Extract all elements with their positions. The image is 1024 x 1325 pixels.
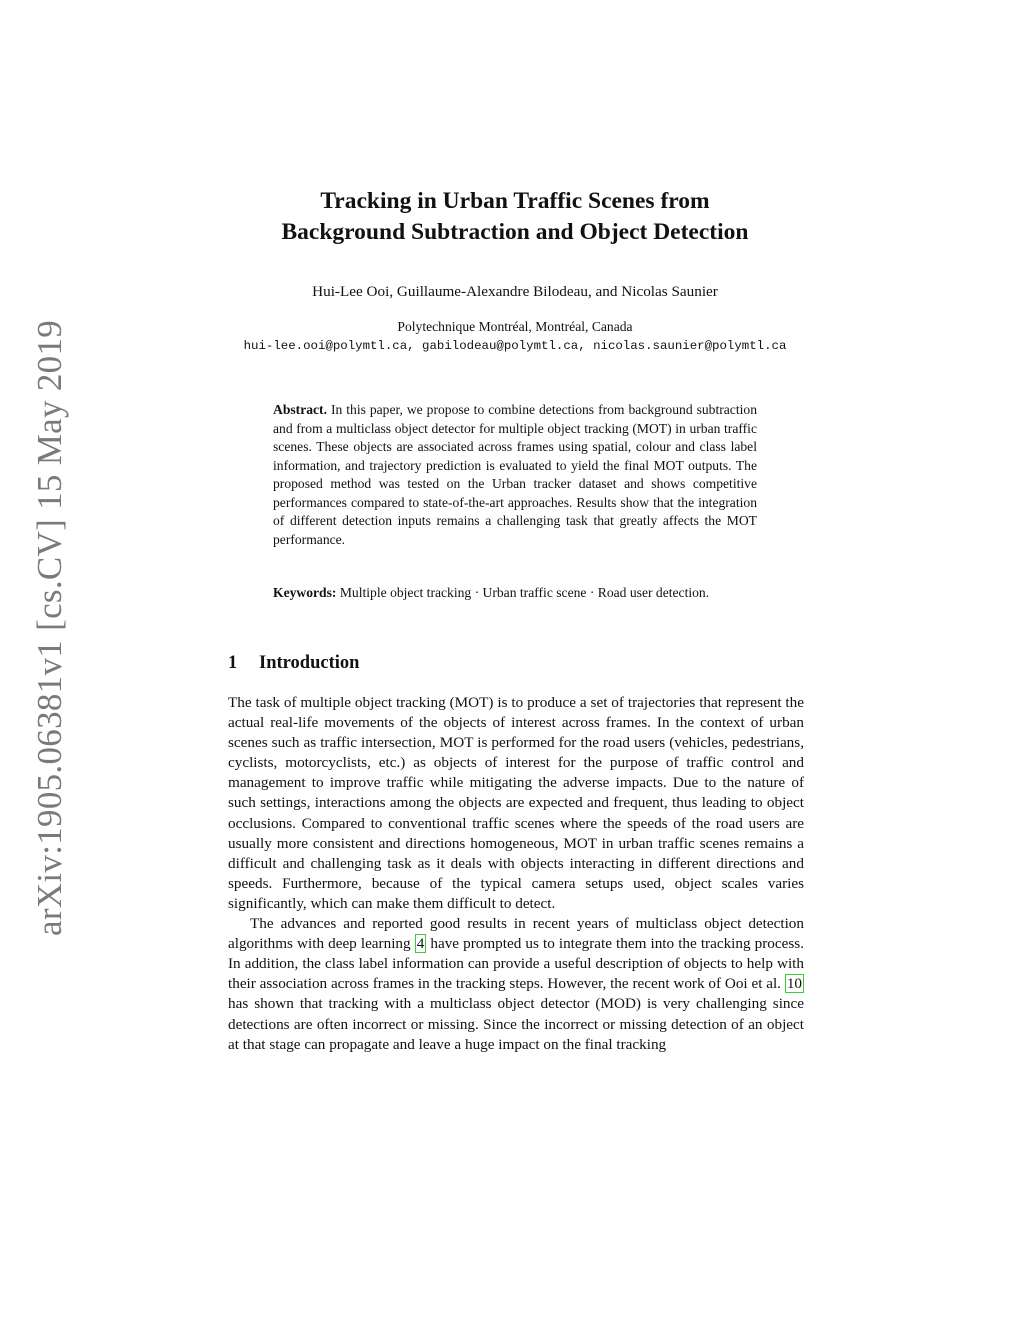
intro-paragraph-2-part-1: The advances and reported good results in recent years of multiclass object detection algorithms with deep learning	[228, 915, 804, 953]
intro-paragraph-2-part-2: have prompted us to integrate them into the tracking process. In addition, the class label information can provide a useful description of objects to help with their association across frames in the tracking steps. However, the recent work of Ooi et al.	[228, 935, 805, 993]
keywords-label: Keywords:	[273, 585, 337, 600]
section-heading	[228, 653, 359, 674]
citation-link-10[interactable]: 10	[786, 975, 802, 993]
citation-link-4[interactable]: 4	[416, 935, 425, 953]
abstract-text: In this paper, we propose to combine detections from background subtraction and from a multiclass object detector for multiple object tracking (MOT) in urban traffic scenes. These objects are associated across frames using spatial, colour and class label information, and trajectory prediction is evaluated to yield the final MOT outputs. The proposed method was tested on the Urban tracker dataset and shows competitive performances compared to state-of-the-art approaches. Results show that the integration of different detection inputs remains a challenging task that greatly affects the MOT performance.	[273, 402, 757, 547]
abstract	[273, 401, 757, 549]
paper-title-line-2: Background Subtraction and Object Detection	[281, 219, 749, 245]
arxiv-identifier-stamp: arXiv:1905.06381v1 [cs.CV] 15 May 2019	[30, 319, 69, 936]
intro-paragraph-1: The task of multiple object tracking (MOT) is to produce a set of trajectories that represent the actual real-life movements of the objects of interest across frames. In the context of urban scenes such as traffic intersection, MOT is performed for the road users (vehicles, pedestrians, cyclists, motorcyclists, etc.) as objects of interest for the purpose of traffic control and management to improve traffic while mitigating the adverse impacts. Due to the nature of such settings, interactions among the objects are expected and frequent, thus leading to object occlusions. Compared to conventional traffic scenes where the speeds of the road users are usually more consistent and directions homogeneous, MOT in urban traffic scenes remains a difficult and challenging task as it deals with objects interacting in different directions and speeds. Furthermore, because of the typical camera setups used, object scales varies significantly, which can make them difficult to detect.	[228, 694, 804, 912]
author-list: Hui-Lee Ooi, Guillaume-Alexandre Bilodeau, and Nicolas Saunier	[312, 283, 718, 300]
introduction-body	[228, 693, 804, 1055]
intro-paragraph-2	[228, 914, 804, 1055]
paper-title	[150, 186, 880, 248]
section-number: 1	[228, 653, 238, 673]
section-title: Introduction	[259, 653, 360, 673]
affiliation: Polytechnique Montréal, Montréal, Canada	[397, 319, 633, 334]
abstract-label: Abstract.	[273, 402, 327, 417]
author-emails: hui-lee.ooi@polymtl.ca, gabilodeau@polymtl.ca, nicolas.saunier@polymtl.ca	[243, 339, 787, 353]
paper-title-line-1: Tracking in Urban Traffic Scenes from	[320, 188, 710, 214]
intro-paragraph-2-part-3: has shown that tracking with a multiclass object detector (MOD) is very challenging since detections are often incorrect or missing. Since the incorrect or missing detection of an object at that stage can propagate and leave a huge impact on the final tracking	[228, 995, 804, 1053]
keywords	[273, 584, 757, 603]
keywords-text: Multiple object tracking · Urban traffic scene · Road user detection.	[339, 585, 710, 600]
